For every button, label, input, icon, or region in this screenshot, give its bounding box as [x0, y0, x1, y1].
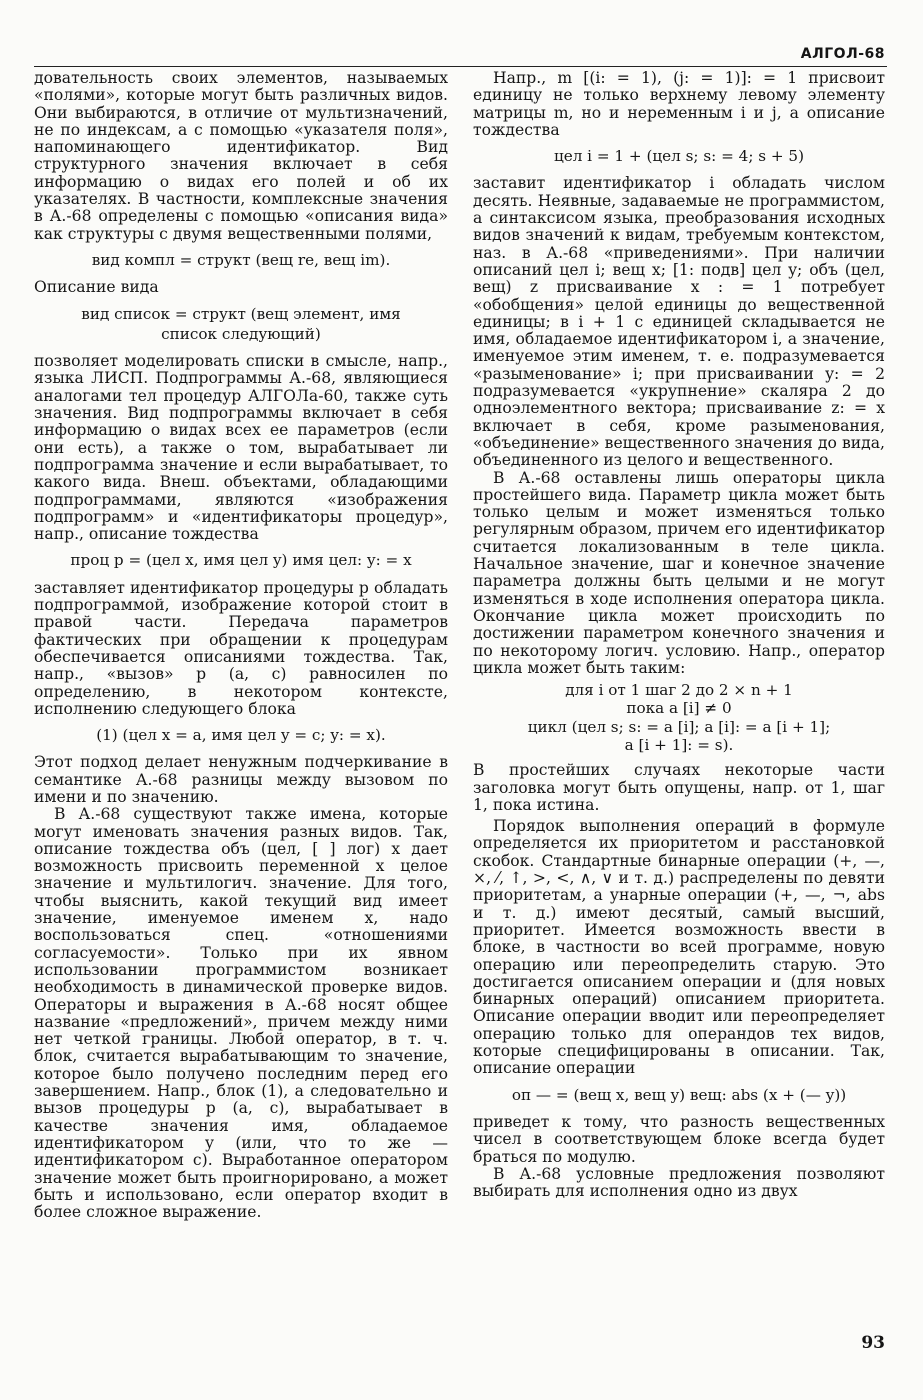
- right-formula-loop-line3: цикл (цел s; s: = a [i]; a [i]: = a [i + 1];: [527, 717, 831, 736]
- page-number: 93: [861, 1333, 885, 1353]
- right-formula-identity: цел i = 1 + (цел s; s: = 4; s + 5): [553, 147, 805, 166]
- running-header-title: АЛГОЛ-68: [800, 46, 885, 62]
- left-paragraph-4: заставляет идентификатор процедуры p обладать подпрограммой, изображение которой стоит в правой части. Передача параметров фактических при обращении к процедурам обеспечивается описаниями тождества. Так, напр., «вызов» p (a, c) равносилен по определению, в некотором контексте, исполнению следующего блока: [34, 578, 448, 718]
- left-paragraph-3: позволяет моделировать списки в смысле, напр., языка ЛИСП. Подпрограммы А.-68, являющиеся аналогами тел процедур АЛГОЛа-60, также суть значения. Вид подпрограммы включает в себя информацию о видах всех ее параметров (если они есть), а также о том, вырабатывает ли подпрограмма значение и если вырабатывает, то какого вида. Внеш. объектами, обладающими подпрограммами, являются «изображения подпрограмм» и «идентификаторы процедур», напр., описание тождества: [34, 352, 448, 544]
- left-formula-complex-type: вид компл = структ (вещ re, вещ im).: [91, 250, 391, 269]
- right-formula-loop-line4: a [i + 1]: = s).: [624, 735, 734, 754]
- right-column: [473, 70, 885, 1200]
- right-paragraph-5: Порядок выполнения операций в формуле определяется их приоритетом и расстановкой скобок. Стандартные бинарные операции (+, —, ×, ⁄, ↑, >, <, ∧, ∨ и т. д.) распределены по девяти приоритетам, а унарные операции (+, —, ¬, abs и т. д.) имеют десятый, самый высший, приоритет. Имеется возможность ввести в блоке, в частности во всей программе, новую операцию или переопределить старую. Это достигается описанием операции и (для новых бинарных операций) описанием приоритета. Описание операции вводит или переопределяет операцию только для операндов тех видов, которые специфицированы в описании. Так, описание операции: [473, 817, 885, 1078]
- right-paragraph-4: В простейших случаях некоторые части заголовка могут быть опущены, напр. от 1, шаг 1, пока истина.: [473, 761, 885, 814]
- right-paragraph-6: приведет к тому, что разность вещественных чисел в соответствующем блоке всегда будет браться по модулю.: [473, 1112, 885, 1166]
- left-formula-procedure: проц p = (цел x, имя цел y) имя цел: y: = x: [70, 551, 412, 570]
- header-rule: [34, 66, 887, 67]
- right-paragraph-3: В А.-68 оставлены лишь операторы цикла простейшего вида. Параметр цикла может быть только целым и может изменяться только регулярным образом, причем его идентификатор считается локализованным в теле цикла. Начальное значение, шаг и конечное значение параметра должны быть целыми и не могут изменяться в ходе исполнения оператора цикла. Окончание цикла может происходить по достижении параметром конечного значения и по некоторому логич. условию. Напр., оператор цикла может быть таким:: [473, 468, 885, 677]
- left-formula-list-type-line1: вид список = структ (вещ элемент, имя: [81, 304, 401, 323]
- right-formula-loop-line1: для i от 1 шаг 2 до 2 × n + 1: [565, 681, 793, 700]
- left-formula-list-type-line2: список следующий): [161, 324, 321, 343]
- left-paragraph-5: Этот подход делает ненужным подчеркивание в семантике А.-68 разницы между вызовом по имени и по значению.: [34, 753, 448, 806]
- left-formula-block-1: (1) (цел x = a, имя цел y = c; y: = x).: [96, 726, 386, 745]
- right-paragraph-2: заставит идентификатор i обладать числом десять. Неявные, задаваемые не программистом, а синтаксисом языка, преобразования исходных видов значений к видам, требуемым контекстом, наз. в А.-68 «приведениями». При наличии описаний цел i; вещ x; [1: подв] цел y; объ (цел, вещ) z присваивание x : = 1 потребует «обобщения» целой единицы до вещественной единицы; в i + 1 с единицей складывается не имя, обладаемое идентификатором i, а значение, именуемое этим именем, т. е. подразумевается «разыменование» i; при присваивании y: = 2 подразумевается «укрупнение» скаляра 2 до одноэлементного вектора; присваивание z: = x включает в себя, кроме разыменования, «объединение» вещественного значения до вида, объединенного из целого и вещественного.: [473, 174, 885, 470]
- left-paragraph-1: довательность своих элементов, называемых «полями», которые могут быть различных видов. Они выбираются, в отличие от мультизначений, не по индексам, а с помощью «указателя поля», напоминающего идентификатор. Вид структурного значения включает в себя информацию о видах его полей и об их указателях. В частности, комплексные значения в А.-68 определены с помощью «описания вида» как структуры с двумя вещественными полями,: [34, 69, 448, 243]
- left-column: [34, 70, 448, 1221]
- left-paragraph-2: Описание вида: [34, 278, 159, 297]
- left-paragraph-6: В А.-68 существуют также имена, которые могут именовать значения разных видов. Так, описание тождества объ (цел, [ ] лог) x дает возможность присвоить переменной x целое значение и мультилогич. значение. Для того, чтобы выяснить, какой текущий вид имеет значение, именуемое именем x, надо воспользоваться спец. «отношениями согласуемости». Только при их явном использовании программистом возникает необходимость в динамической проверке видов. Операторы и выражения в А.-68 носят общее название «предложений», причем между ними нет четкой границы. Любой оператор, в т. ч. блок, считается вырабатывающим то значение, которое было получено последним перед его завершением. Напр., блок (1), а следовательно и вызов процедуры p (a, c), вырабатывает в качестве значения имя, обладаемое идентификатором y (или, что то же — идентификатором c). Выработанное оператором значение может быть проигнорировано, а может быть и использовано, если оператор входит в более сложное выражение.: [34, 805, 448, 1222]
- right-paragraph-7: В А.-68 условные предложения позволяют выбирать для исполнения одно из двух: [473, 1164, 885, 1201]
- right-formula-loop-line2: пока a [i] ≠ 0: [626, 699, 732, 718]
- right-formula-operation: оп — = (вещ x, вещ y) вещ: abs (x + (— y)): [511, 1085, 847, 1104]
- right-paragraph-1: Напр., m [(i: = 1), (j: = 1)]: = 1 присвоит единицу не только верхнему левому элементу матрицы m, но и неременным i и j, а описание тождества: [473, 69, 885, 139]
